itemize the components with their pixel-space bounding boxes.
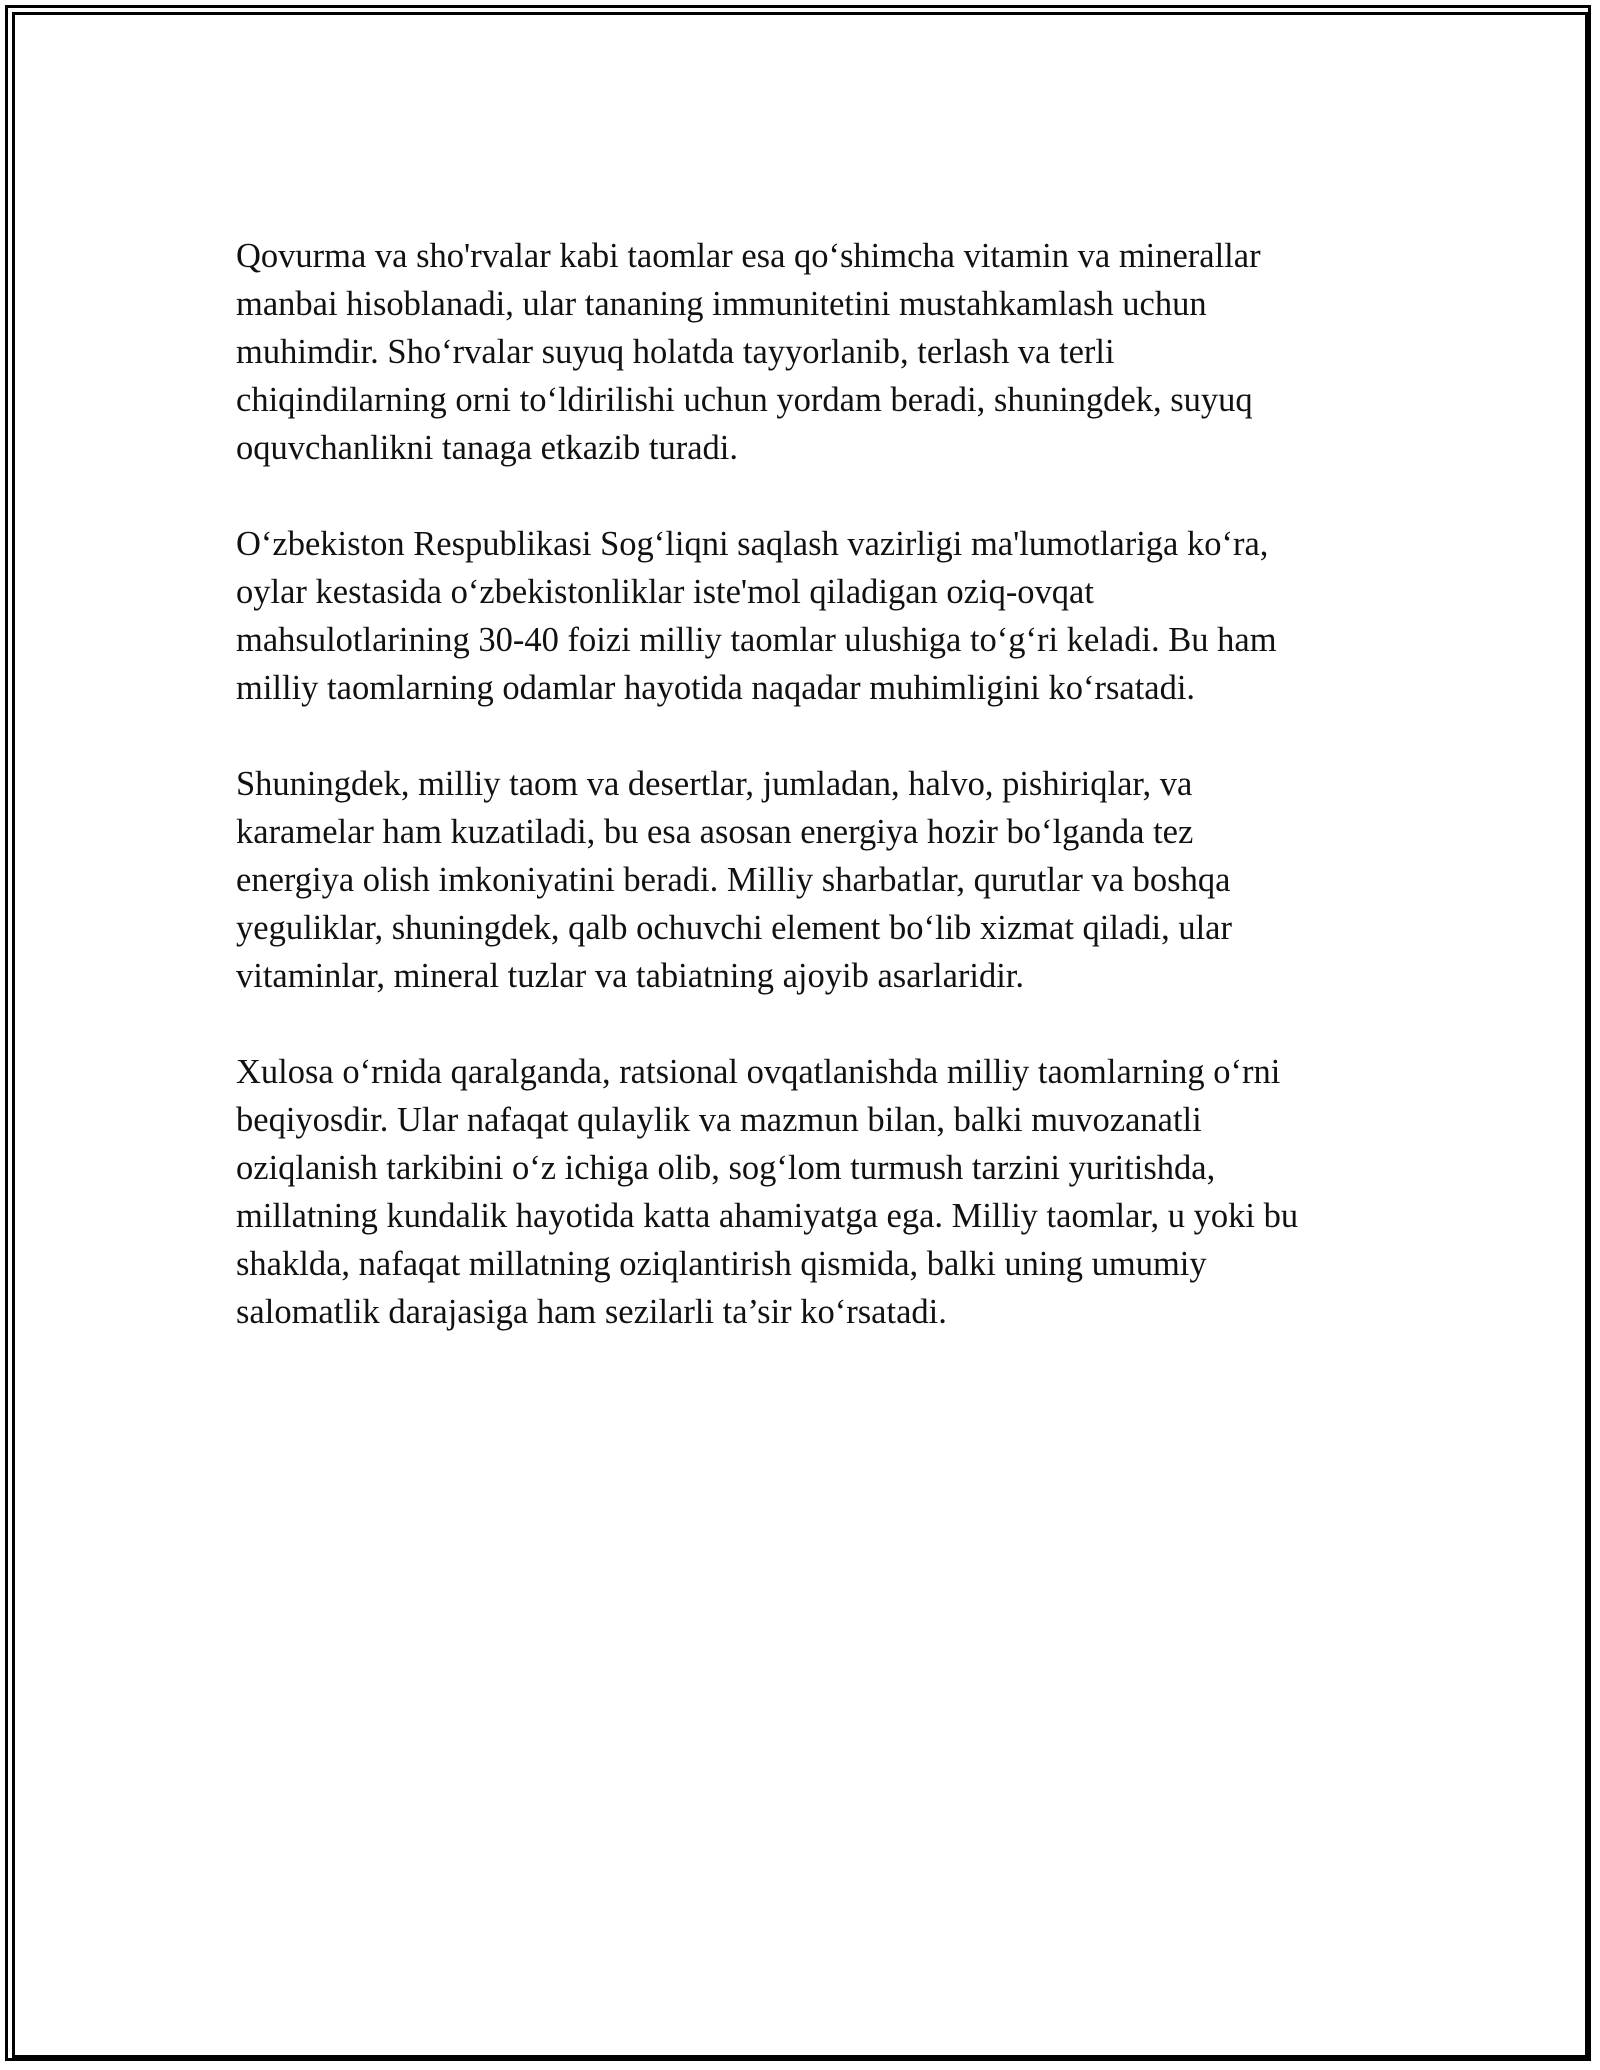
paragraph-2: O‘zbekiston Respublikasi Sog‘liqni saqlash vazirligi ma'lumotlariga ko‘ra, oylar kestasida o‘zbekistonliklar iste'mol qiladigan oziq-ovqat mahsulotlarining 30-40 foizi milliy taomlar ulushiga to‘g‘ri keladi. Bu ham milliy taomlarning odamlar hayotida naqadar muhimligini ko‘rsatadi. <box>236 525 1277 707</box>
paragraph-3: Shuningdek, milliy taom va desertlar, jumladan, halvo, pishiriqlar, va karamelar ham kuzatiladi, bu esa asosan energiya hozir bo‘lganda tez energiya olish imkoniyatini beradi. Milliy sharbatlar, qurutlar va boshqa yeguliklar, shuningdek, qalb ochuvchi element bo‘lib xizmat qiladi, ular vitaminlar, mineral tuzlar va tabiatning ajoyib asarlaridir. <box>236 765 1232 995</box>
document-body <box>236 232 1406 1384</box>
paragraph-1: Qovurma va sho'rvalar kabi taomlar esa qo‘shimcha vitamin va minerallar manbai hisoblanadi, ular tananing immunitetini mustahkamlash uchun muhimdir. Sho‘rvalar suyuq holatda tayyorlanib, terlash va terli chiqindilarning orni to‘ldirilishi uchun yordam beradi, shuningdek, suyuq oquvchanlikni tanaga etkazib turadi. <box>236 237 1261 467</box>
paragraph-4: Xulosa o‘rnida qaralganda, ratsional ovqatlanishda milliy taomlarning o‘rni beqiyosdir. Ular nafaqat qulaylik va mazmun bilan, balki muvozanatli oziqlanish tarkibini o‘z ichiga olib, sog‘lom turmush tarzini yuritishda, millatning kundalik hayotida katta ahamiyatga ega. Milliy taomlar, u yoki bu shaklda, nafaqat millatning oziqlantirish qismida, balki uning umumiy salomatlik darajasiga ham sezilarli ta’sir ko‘rsatadi. <box>236 1053 1299 1331</box>
